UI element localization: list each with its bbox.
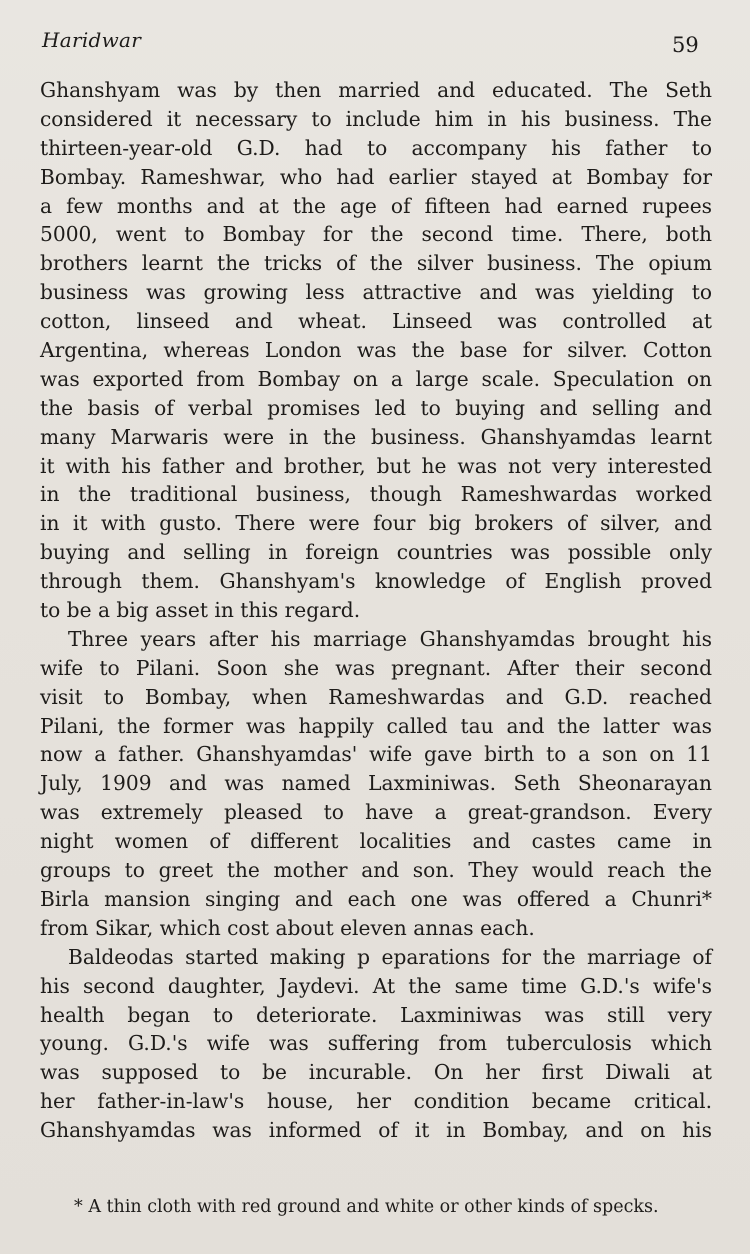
text-line: Argentina, whereas London was the base for silver. Cotton [40,338,712,363]
text-line: a few months and at the age of fifteen had earned rupees [40,193,712,218]
text-line: the basis of verbal promises led to buying and selling and [40,395,712,420]
text-line: cotton, linseed and wheat. Linseed was controlled at [40,309,712,334]
running-head: Haridwar [42,28,142,52]
text-line: Birla mansion singing and each one was offered a Chunri* [40,886,712,911]
text-line: to be a big asset in this regard. [40,598,361,623]
text-line: considered it necessary to include him in his business. The [40,106,712,131]
footnote: * A thin cloth with red ground and white or other kinds of specks. [74,1197,659,1217]
text-line: thirteen-year-old G.D. had to accompany his father to [40,135,712,160]
text-line: Ghanshyam was by then married and educated. The Seth [40,78,712,102]
text-line: through them. Ghanshyam's knowledge of English proved [40,569,712,594]
text-line: 5000, went to Bombay for the second time. There, both [40,222,712,247]
text-line: now a father. Ghanshyamdas' wife gave birth to a son on 11 [40,742,712,767]
text-line: it with his father and brother, but he was not very interested [40,453,712,478]
text-line: visit to Bombay, when Rameshwardas and G.D. reached [40,684,712,709]
text-line: Pilani, the former was happily called tau and the latter was [40,713,712,738]
text-line: buying and selling in foreign countries was possible only [40,540,712,565]
text-line: his second daughter, Jaydevi. At the same time G.D.'s wife's [40,973,712,998]
text-line: many Marwaris were in the business. Ghanshyamdas learnt [40,424,712,449]
text-line: health began to deteriorate. Laxminiwas was still very [40,1002,712,1027]
text-line: Baldeodas started making p eparations for the marriage of [68,944,712,969]
text-line: was exported from Bombay on a large scale. Speculation on [40,366,712,391]
text-line: wife to Pilani. Soon she was pregnant. After their second [40,655,712,680]
text-line: young. G.D.'s wife was suffering from tuberculosis which [40,1031,712,1056]
text-line: business was growing less attractive and was yielding to [40,280,712,305]
text-line: was extremely pleased to have a great-grandson. Every [40,800,712,825]
text-line: Three years after his marriage Ghanshyamdas brought his [68,626,712,651]
text-line: Ghanshyamdas was informed of it in Bombay, and on his [40,1118,712,1143]
body-text [40,76,712,1145]
page-number: 59 [672,33,699,57]
text-line: July, 1909 and was named Laxminiwas. Seth Sheonarayan [40,771,712,796]
text-line: was supposed to be incurable. On her first Diwali at [40,1060,712,1085]
text-line: in it with gusto. There were four big brokers of silver, and [40,511,712,536]
text-line: Bombay. Rameshwar, who had earlier stayed at Bombay for [40,164,712,189]
text-line: night women of different localities and castes came in [40,829,712,854]
text-line: brothers learnt the tricks of the silver business. The opium [40,251,712,276]
text-line: her father-in-law's house, her condition became critical. [40,1089,712,1114]
text-line: groups to greet the mother and son. They would reach the [40,858,712,883]
text-line: in the traditional business, though Rameshwardas worked [40,482,712,507]
text-line: from Sikar, which cost about eleven annas each. [40,915,535,940]
